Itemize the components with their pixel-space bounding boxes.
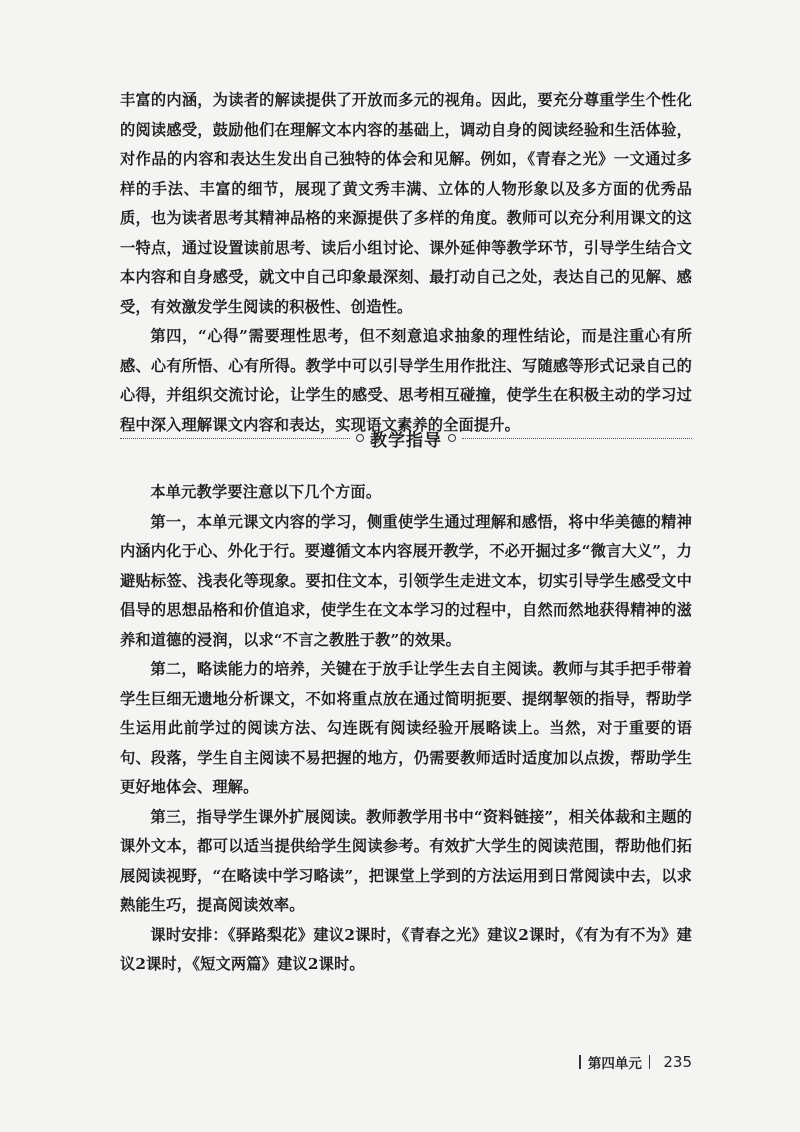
paragraph-third-point: 第三，指导学生课外扩展阅读。教师教学用书中“资料链接”，相关体裁和主题的课外文本，都可以适当提供给学生阅读参考。有效扩大学生的阅读范围，帮助他们拓展阅读视野，“在略读中学习略读”，把课堂上学到的方法运用到日常阅读中去，以求熟能生巧，提高阅读效率。 — [120, 807, 692, 914]
paragraph-fourth-point: 第四，“心得”需要理性思考，但不刻意追求抽象的理性结论，而是注重心有所感、心有所悟、心有所得。教学中可以引导学生用作批注、写随感等形式记录自己的心得，并组织交流讨论，让学生的感受、思考相互碰撞，使学生在积极主动的学习过程中深入理解课文内容和表达，实现语文素养的全面提升。 — [120, 327, 692, 434]
footer-bar-right — [649, 1055, 651, 1069]
paragraph-schedule: 课时安排：《驿路梨花》建议2课时，《青春之光》建议2课时，《有为有不为》建议2课时，《短文两篇》建议2课时。 — [120, 925, 692, 973]
dotted-divider-left — [120, 438, 350, 439]
paragraph-continued: 丰富的内涵，为读者的解读提供了开放而多元的视角。因此，要充分尊重学生个性化的阅读感受，鼓励他们在理解文本内容的基础上，调动自身的阅读经验和生活体验，对作品的内容和表达生发出自己独特的体会和见解。例如，《青春之光》一文通过多样的手法、丰富的细节，展现了黄文秀丰满、立体的人物形象以及多方面的优秀品质，也为读者思考其精神品格的来源提供了多样的角度。教师可以充分利用课文的这一特点，通过设置读前思考、读后小组讨论、课外延伸等教学环节，引导学生结合文本内容和自身感受，就文中自己印象最深刻、最打动自己之处，表达自己的见解、感受，有效激发学生阅读的积极性、创造性。 — [120, 91, 692, 316]
circle-ornament-icon — [356, 434, 364, 442]
page-footer — [572, 1052, 692, 1072]
dotted-divider-right — [462, 438, 692, 439]
section-title: 教学指导 — [370, 430, 442, 451]
circle-ornament-icon — [448, 434, 456, 442]
footer-unit-label: 第四单元 — [587, 1056, 642, 1072]
paragraph-intro: 本单元教学要注意以下几个方面。 — [150, 483, 382, 501]
section-header — [120, 424, 692, 452]
footer-bar-left — [579, 1055, 581, 1069]
page-number: 235 — [663, 1053, 692, 1071]
paragraph-first-point: 第一，本单元课文内容的学习，侧重使学生通过理解和感悟，将中华美德的精神内涵内化于心、外化于行。要遵循文本内容展开教学，不必开掘过多“微言大义”，力避贴标签、浅表化等现象。要扣住文本，引领学生走进文本，切实引导学生感受文中倡导的思想品格和价值追求，使学生在文本学习的过程中，自然而然地获得精神的滋养和道德的浸润，以求“不言之教胜于教”的效果。 — [120, 512, 692, 649]
top-text-block — [120, 86, 692, 440]
bottom-text-block — [120, 478, 692, 980]
paragraph-second-point: 第二，略读能力的培养，关键在于放手让学生去自主阅读。教师与其手把手带着学生巨细无遗地分析课文，不如将重点放在通过简明扼要、提纲挈领的指导，帮助学生运用此前学过的阅读方法、勾连既有阅读经验开展略读上。当然，对于重要的语句、段落，学生自主阅读不易把握的地方，仍需要教师适时适度加以点拨，帮助学生更好地体会、理解。 — [120, 660, 692, 796]
